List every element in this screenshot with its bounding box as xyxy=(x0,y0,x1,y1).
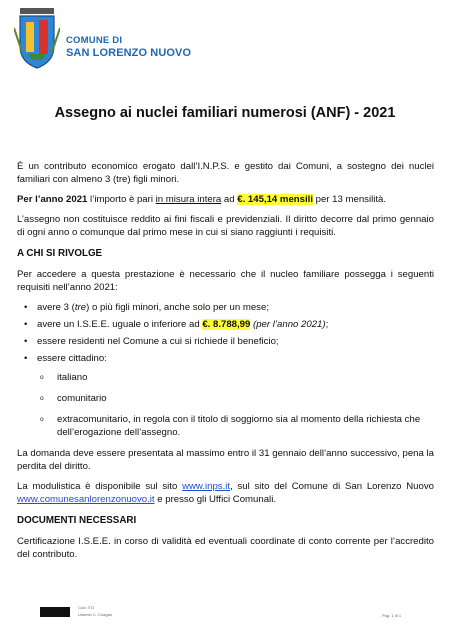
requirements-lead: Per accedere a questa prestazione è necessario che il nucleo familiare possegga i seguenti requisiti nell’anno 2021: xyxy=(17,269,434,293)
comune-link[interactable]: www.comunesanlorenzonuovo.it xyxy=(17,494,155,505)
forms-paragraph xyxy=(17,480,434,506)
list-item xyxy=(17,301,434,314)
page-title: Assegno ai nuclei familiari numerosi (ANF) - 2021 xyxy=(54,105,396,121)
documents-paragraph: Certificazione I.S.E.E. in corso di validità ed eventuali coordinate di conto corrente per l’accredito del contributo. xyxy=(17,536,434,560)
intro-paragraph: È un contributo economico erogato dall’I.N.P.S. e gestito dai Comuni, a sostegno dei nuclei familiari con almeno 3 (tre) figli minori. xyxy=(17,161,434,185)
list-item xyxy=(17,318,434,331)
req1-text-b: ) o più figli minori, anche solo per un mese; xyxy=(86,302,269,313)
footer-redaction-bar xyxy=(40,607,70,617)
list-item xyxy=(17,352,434,439)
amount-lead: Per l’anno 2021 xyxy=(17,194,88,205)
sub-list-item: o comunitario xyxy=(37,392,434,405)
amount-highlight: €. 145,14 mensili xyxy=(237,194,313,205)
amount-text-2: ad xyxy=(221,194,238,205)
req2-text-a: avere un I.S.E.E. uguale o inferiore ad xyxy=(37,319,203,330)
amount-text-1: l’importo è pari xyxy=(87,194,156,205)
citizenship-list xyxy=(37,371,434,439)
requirements-list xyxy=(17,301,434,439)
req2-text-b: ; xyxy=(325,319,329,330)
note-paragraph: L’assegno non costituisce reddito ai fini fiscali e previdenziali. Il diritto decorre dal primo gennaio di ogni anno o comunque dal primo mese in cui si siano raggiunti i requisiti. xyxy=(17,214,434,238)
page-number: Pag. 1 di 1 xyxy=(382,613,402,618)
forms-text-c: e presso gli Uffici Comunali. xyxy=(154,494,276,505)
req1-italic: tre xyxy=(74,302,87,313)
deadline-paragraph: La domanda deve essere presentata al massimo entro il 31 gennaio dell’anno successivo, pena la perdita del diritto. xyxy=(17,448,434,472)
section-heading-target: A CHI SI RIVOLGE xyxy=(17,248,103,259)
sub-list-item: o italiano xyxy=(37,371,434,384)
municipality-name xyxy=(66,34,191,60)
inps-link[interactable]: www.inps.it xyxy=(182,481,231,492)
footer-line-1: Cod. ITO xyxy=(78,605,95,610)
section-heading-documents: DOCUMENTI NECESSARI xyxy=(17,515,137,526)
req2-highlight: €. 8.788,99 xyxy=(202,319,251,330)
footer-line-2: Usbmtn C. Coagan xyxy=(78,612,113,617)
req1-text-a: avere 3 ( xyxy=(37,302,75,313)
municipal-crest-logo xyxy=(14,8,60,70)
req4-text: essere cittadino: xyxy=(37,353,107,364)
sub-list-item: o extracomunitario, in regola con il titolo di soggiorno sia al momento della richiesta che dell’erogazione dell’assegno. xyxy=(37,413,434,439)
page-footer xyxy=(0,604,450,634)
amount-text-3: per 13 mensilità. xyxy=(312,194,387,205)
forms-text-a: La modulistica è disponibile sul sito xyxy=(17,481,183,492)
brand-line-2: SAN LORENZO NUOVO xyxy=(66,47,192,59)
forms-text-b: , sul sito del Comune di San Lorenzo Nuovo xyxy=(230,481,434,492)
document-body xyxy=(17,160,434,568)
amount-paragraph xyxy=(17,193,434,206)
brand-line-1: COMUNE DI xyxy=(66,35,123,46)
list-item: • essere residenti nel Comune a cui si richiede il beneficio; xyxy=(17,335,434,348)
req2-italic: (per l’anno 2021) xyxy=(253,319,326,330)
amount-underlined: in misura intera xyxy=(155,194,222,205)
